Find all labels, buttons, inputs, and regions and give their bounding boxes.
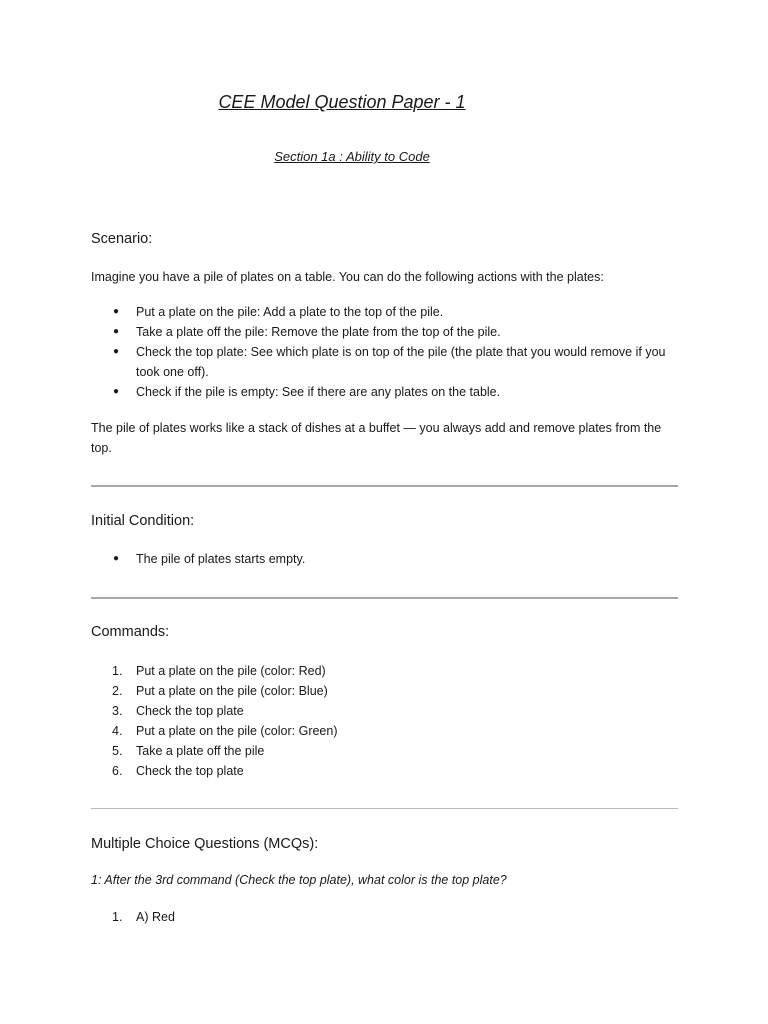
scenario-intro: Imagine you have a pile of plates on a table. You can do the following actions with the plates:	[91, 270, 604, 284]
document-title: CEE Model Question Paper - 1	[218, 92, 466, 112]
list-item: ● Put a plate on the pile: Add a plate to the top of the pile.	[91, 302, 681, 322]
divider	[91, 597, 678, 599]
list-item: ● Take a plate off the pile: Remove the plate from the top of the pile.	[91, 322, 681, 342]
mcq-question-1: 1: After the 3rd command (Check the top plate), what color is the top plate?	[91, 873, 507, 887]
list-item: ● Check the top plate: See which plate is on top of the pile (the plate that you would remove if you took one off).	[91, 342, 681, 382]
list-item: 3. Check the top plate	[112, 704, 244, 718]
divider	[91, 485, 678, 487]
divider	[91, 808, 678, 809]
list-item: 5. Take a plate off the pile	[112, 744, 265, 758]
scenario-action-list	[91, 302, 681, 402]
scenario-summary: The pile of plates works like a stack of dishes at a buffet — you always add and remove plates from the top.	[91, 421, 662, 455]
list-item: 1. A) Red	[112, 910, 175, 924]
scenario-heading: Scenario:	[91, 231, 153, 247]
mcq-heading: Multiple Choice Questions (MCQs):	[91, 836, 319, 852]
list-item: 6. Check the top plate	[112, 764, 244, 778]
list-item: ● The pile of plates starts empty.	[91, 549, 681, 569]
list-item: 4. Put a plate on the pile (color: Green)	[112, 724, 338, 738]
mcq-options-list	[91, 907, 681, 927]
list-item: 1. Put a plate on the pile (color: Red)	[112, 664, 326, 678]
list-item: ● Check if the pile is empty: See if there are any plates on the table.	[91, 382, 681, 402]
initial-condition-list	[91, 549, 681, 569]
commands-list	[91, 661, 681, 781]
section-title: Section 1a : Ability to Code	[274, 149, 430, 164]
commands-heading: Commands:	[91, 624, 170, 640]
initial-condition-heading: Initial Condition:	[91, 513, 195, 529]
list-item: 2. Put a plate on the pile (color: Blue)	[112, 684, 328, 698]
